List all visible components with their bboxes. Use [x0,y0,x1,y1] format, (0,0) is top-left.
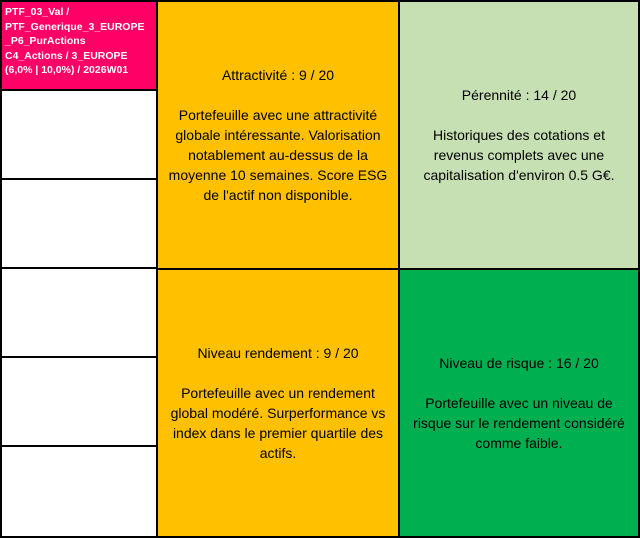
risque-text: Portefeuille avec un niveau de risque sur le rendement considéré comme faible. [413,395,625,451]
empty-cell [0,445,158,538]
risque-heading: Niveau de risque : 16 / 20 [439,355,599,371]
attractivite-quadrant [156,0,400,270]
attractivite-text: Portefeuille avec une attractivité globale intéressante. Valorisation notablement au-dessus de la moyenne 10 semaines. Score ESG de l'actif non disponible. [168,107,388,203]
attractivite-heading: Attractivité : 9 / 20 [221,67,335,83]
portfolio-title-cell: PTF_03_Val / PTF_Generique_3_EUROPE _P6_PurActions C4_Actions / 3_EUROPE (6,0% | 10,0%) / 2026W01 [0,0,158,91]
rendement-text: Portefeuille avec un rendement global modéré. Surperformance vs index dans le premier quartile des actifs. [170,385,386,461]
rendement-heading: Niveau rendement : 9 / 20 [197,345,359,361]
empty-cell [0,178,158,269]
perennite-quadrant [398,0,640,270]
perennite-heading: Pérennité : 14 / 20 [461,87,577,103]
empty-cell [0,89,158,180]
risque-quadrant [398,268,640,538]
perennite-text: Historiques des cotations et revenus complets avec une capitalisation d'environ 0.5 G€. [423,127,615,183]
empty-cell [0,356,158,447]
empty-cell [0,267,158,358]
rendement-quadrant [156,268,400,538]
